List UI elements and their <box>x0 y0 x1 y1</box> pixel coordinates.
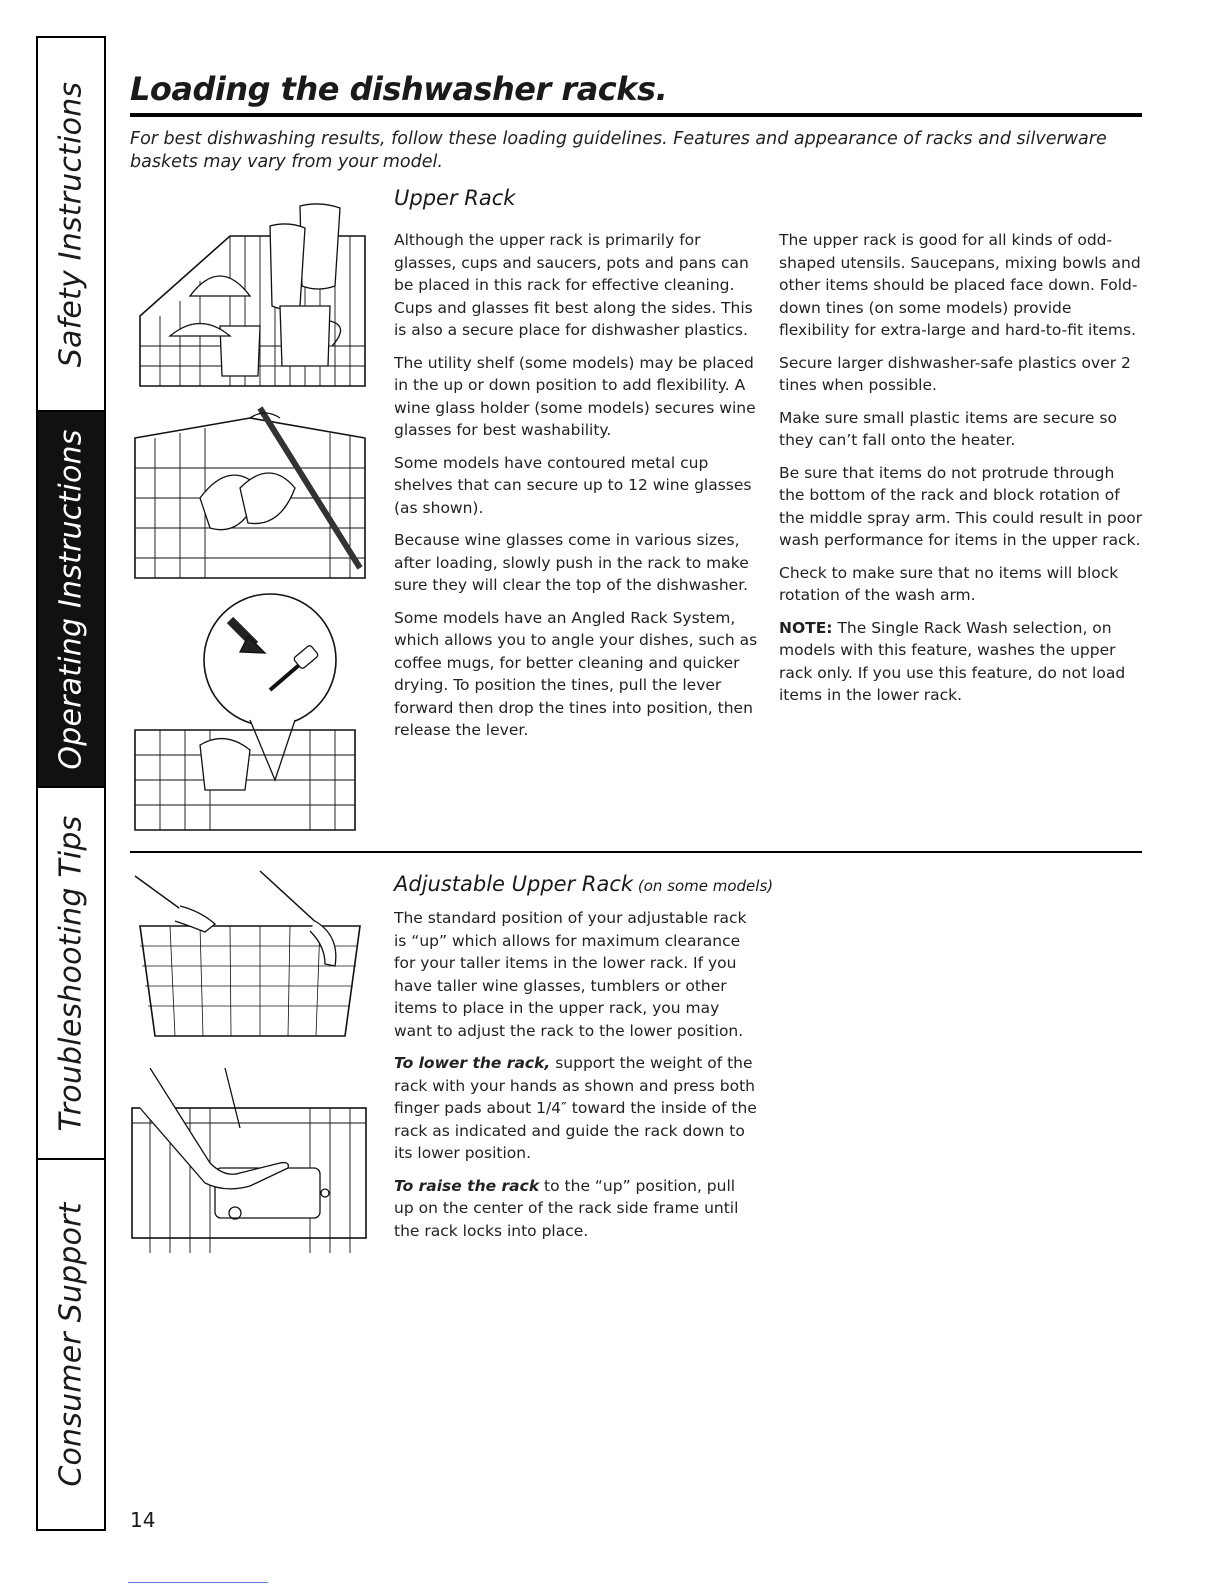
tab-operating-instructions[interactable] <box>38 412 104 788</box>
paragraph: The utility shelf (some models) may be placed in the up or down position to add flexibility. A wine glass holder (some models) secures wine glasses for best washability. <box>394 353 756 439</box>
intro-text: For best dishwashing results, follow these loading guidelines. Features and appearance of racks and silverware baskets may vary from your model. <box>130 129 1107 172</box>
raise-rack-lead: To raise the rack <box>394 1176 540 1195</box>
raise-rack-paragraph <box>394 1175 759 1243</box>
paragraph: The upper rack is good for all kinds of odd-shaped utensils. Saucepans, mixing bowls and other items should be placed face down. Fold-down tines (on some models) provide flexibility for extra-large and hard-to-fit items. <box>779 231 1141 339</box>
angled-rack-system-illustration <box>130 590 370 840</box>
tab-label: Operating Instructions <box>53 428 89 770</box>
footer-link-line <box>128 1582 268 1583</box>
paragraph: Be sure that items do not protrude through the bottom of the rack and block rotation of the middle spray arm. This could result in poor wash performance for items in the upper rack. <box>779 463 1143 549</box>
paragraph: Because wine glasses come in various sizes, after loading, slowly push in the rack to make sure they will clear the top of the dishwasher. <box>394 531 749 594</box>
finger-pad-illustration <box>130 1068 370 1258</box>
raise-rack-text: to the “up” position, pull up on the center of the rack side frame until the rack locks into place. <box>394 1176 739 1240</box>
adjustable-rack-heading-main: Adjustable Upper Rack <box>394 872 634 896</box>
adjustable-rack-hands-illustration <box>130 866 370 1046</box>
page-number: 14 <box>130 1508 156 1532</box>
tab-label: Troubleshooting Tips <box>53 815 89 1131</box>
tab-label: Consumer Support <box>53 1202 89 1487</box>
paragraph: The standard position of your adjustable rack is “up” which allows for maximum clearance for your taller items in the lower rack. If you have taller wine glasses, tumblers or other items to place in the upper rack, you may want to adjust the rack to the lower position. <box>394 909 747 1040</box>
paragraph: Check to make sure that no items will block rotation of the wash arm. <box>779 563 1119 604</box>
upper-rack-cups-illustration <box>130 196 370 388</box>
lower-rack-paragraph <box>394 1052 759 1165</box>
note-text: The Single Rack Wash selection, on models with this feature, washes the upper rack only. If you use this feature, do not load items in the lower rack. <box>779 618 1126 704</box>
paragraph: Although the upper rack is primarily for glasses, cups and saucers, pots and pans can be placed in this rack for effective cleaning. Cups and glasses fit best along the sides. This is also a secure place for dishwasher plastics. <box>394 231 753 339</box>
section-divider <box>130 851 1142 853</box>
tab-label: Safety Instructions <box>53 81 89 367</box>
lower-rack-lead: To lower the rack, <box>394 1054 551 1072</box>
note-label: NOTE: <box>779 618 833 637</box>
upper-rack-right-column <box>779 229 1144 717</box>
paragraph: Make sure small plastic items are secure so they can’t fall onto the heater. <box>779 408 1117 449</box>
upper-rack-heading: Upper Rack <box>394 186 516 210</box>
adjustable-rack-column <box>394 907 759 1252</box>
tab-troubleshooting-tips[interactable] <box>38 788 104 1160</box>
paragraph: Some models have contoured metal cup shelves that can secure up to 12 wine glasses (as shown). <box>394 453 752 517</box>
section-sidebar <box>36 36 106 1531</box>
lower-rack-text: support the weight of the rack with your hands as shown and press both finger pads about 1/4″ toward the inside of the rack as indicated and guide the rack down to its lower position. <box>394 1054 757 1162</box>
adjustable-rack-heading <box>394 872 773 896</box>
title-divider <box>130 113 1142 117</box>
page-title: Loading the dishwasher racks. <box>130 70 668 108</box>
tab-safety-instructions[interactable] <box>38 38 104 412</box>
adjustable-rack-heading-sub: (on some models) <box>633 877 774 895</box>
tab-consumer-support[interactable] <box>38 1160 104 1529</box>
wine-glass-shelf-illustration <box>130 398 370 586</box>
paragraph: Secure larger dishwasher-safe plastics over 2 tines when possible. <box>779 353 1131 394</box>
upper-rack-left-column <box>394 229 759 752</box>
paragraph: Some models have an Angled Rack System, which allows you to angle your dishes, such as coffee mugs, for better cleaning and quicker drying. To position the tines, pull the lever forward then drop the tines into position, then release the lever. <box>394 608 758 739</box>
note-paragraph <box>779 617 1144 707</box>
